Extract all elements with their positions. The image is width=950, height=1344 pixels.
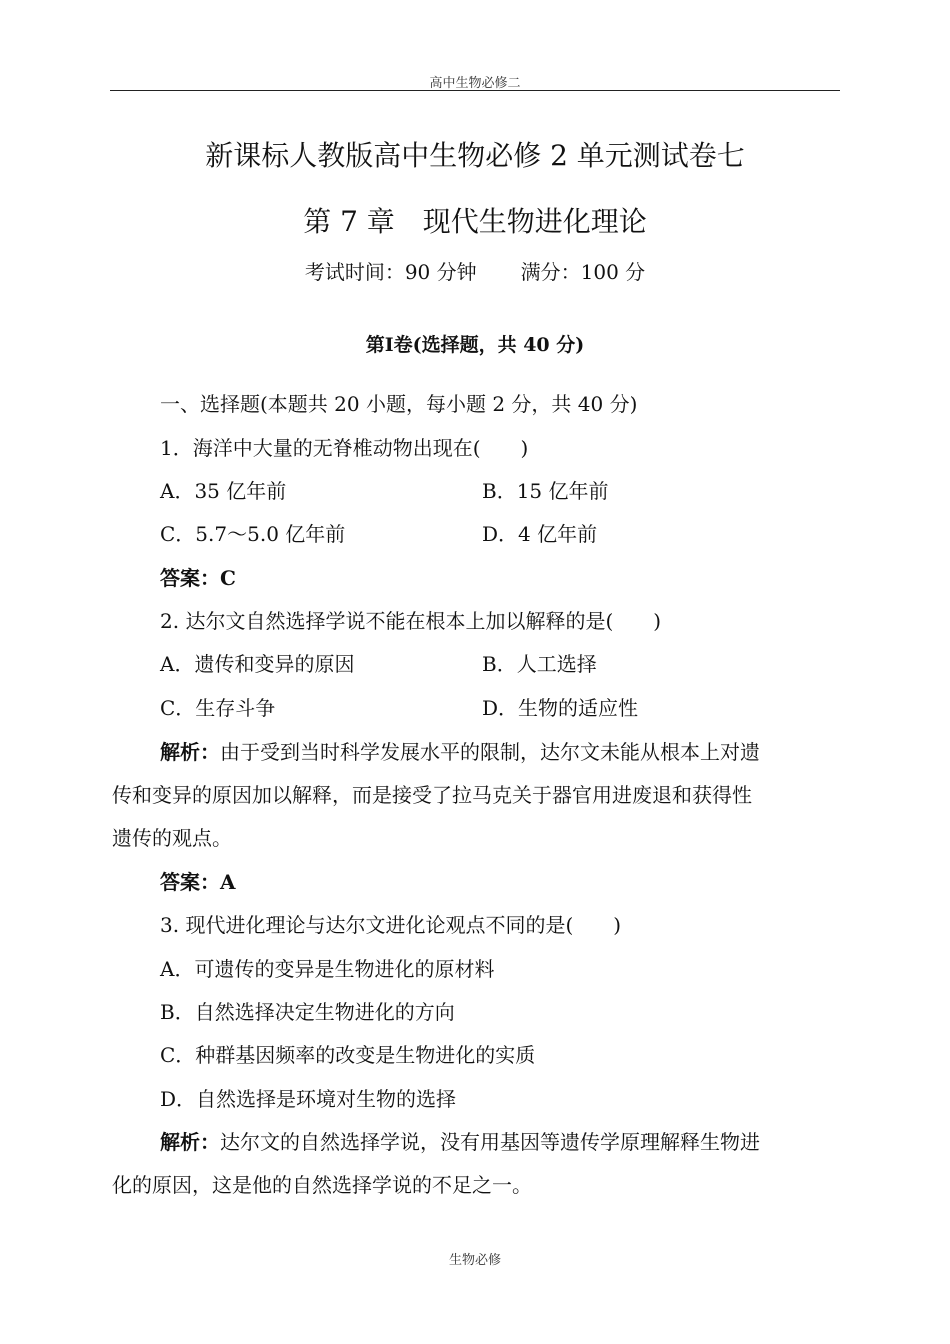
- analysis-text: 传和变异的原因加以解释，而是接受了拉马克关于器官用进废退和获得性: [112, 783, 752, 807]
- option-a: A．35 亿年前: [160, 479, 287, 503]
- analysis-label: 解析：: [160, 1130, 220, 1154]
- question-stem: 1．海洋中大量的无脊椎动物出现在( ): [160, 436, 529, 460]
- option-d: D．自然选择是环境对生物的选择: [160, 1087, 457, 1111]
- page-footer: 生物必修: [448, 1253, 501, 1268]
- header-divider: [110, 90, 840, 91]
- analysis-line: [160, 1128, 760, 1156]
- analysis-text: 遗传的观点。: [112, 826, 232, 850]
- page-header: 高中生物必修二: [429, 76, 521, 91]
- option-b: B．自然选择决定生物进化的方向: [160, 1000, 455, 1024]
- option-b: B．人工选择: [482, 652, 597, 676]
- answer-line: [160, 868, 236, 896]
- option-a: A．遗传和变异的原因: [160, 652, 355, 676]
- answer-label: 答案：: [160, 870, 220, 894]
- question-stem: 3. 现代进化理论与达尔文进化论观点不同的是( ): [160, 913, 622, 937]
- document-title: 新课标人教版高中生物必修 2 单元测试卷七: [205, 139, 745, 172]
- option-d: D．生物的适应性: [482, 696, 639, 720]
- answer-label: 答案：: [160, 566, 220, 590]
- analysis-text: 达尔文的自然选择学说，没有用基因等遗传学原理解释生物进: [220, 1130, 760, 1154]
- option-d: D．4 亿年前: [482, 522, 598, 546]
- option-b: B．15 亿年前: [482, 479, 609, 503]
- option-c: C．5.7～5.0 亿年前: [160, 522, 346, 546]
- analysis-line: [160, 738, 760, 766]
- exam-info: [0, 256, 950, 285]
- exam-time: 考试时间：90 分钟: [304, 260, 477, 284]
- exam-score: 满分：100 分: [520, 260, 646, 284]
- answer-value: A: [220, 870, 236, 894]
- part-title: 第Ⅰ卷(选择题，共 40 分): [365, 334, 585, 356]
- chapter-title: 第 7 章 现代生物进化理论: [303, 205, 647, 238]
- answer-value: C: [220, 566, 236, 590]
- section-heading: 一、选择题(本题共 20 小题，每小题 2 分，共 40 分): [160, 392, 638, 416]
- analysis-label: 解析：: [160, 740, 220, 764]
- option-c: C．种群基因频率的改变是生物进化的实质: [160, 1043, 536, 1067]
- answer-line: [160, 564, 236, 592]
- question-stem: 2. 达尔文自然选择学说不能在根本上加以解释的是( ): [160, 609, 662, 633]
- analysis-text: 由于受到当时科学发展水平的限制，达尔文未能从根本上对遗: [220, 740, 760, 764]
- option-c: C．生存斗争: [160, 696, 276, 720]
- analysis-text: 化的原因，这是他的自然选择学说的不足之一。: [112, 1173, 532, 1197]
- option-a: A．可遗传的变异是生物进化的原材料: [160, 957, 495, 981]
